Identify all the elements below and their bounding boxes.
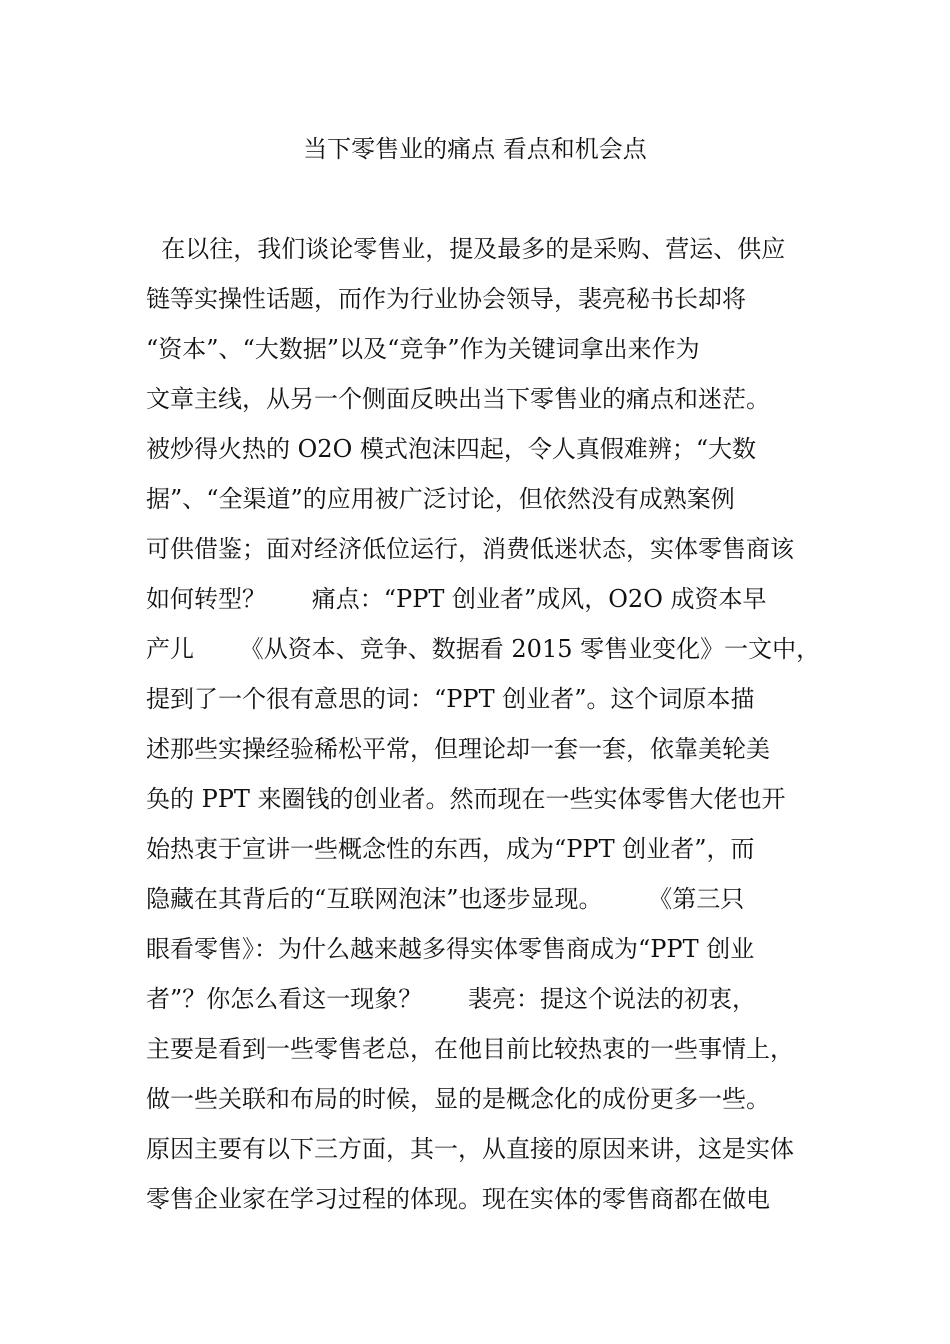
body-line: 如何转型？ 痛点：“PPT 创业者”成风，O2O 成资本早	[146, 585, 767, 613]
body-line: 可供借鉴；面对经济低位运行，消费低迷状态，实体零售商该	[146, 535, 794, 563]
body-line: 眼看零售》：为什么越来越多得实体零售商成为“PPT 创业	[146, 935, 755, 963]
document-body	[146, 224, 846, 1224]
body-line: 产儿 《从资本、竞争、数据看 2015 零售业变化》一文中，	[146, 635, 821, 663]
body-line: 述那些实操经验稀松平常，但理论却一套一套，依靠美轮美	[146, 735, 770, 763]
body-line: 者”？你怎么看这一现象？ 裴亮：提这个说法的初衷，	[146, 985, 757, 1013]
body-line: 零售企业家在学习过程的体现。现在实体的零售商都在做电	[146, 1185, 770, 1213]
body-line: 主要是看到一些零售老总，在他目前比较热衷的一些事情上，	[146, 1035, 794, 1063]
body-line: 奂的 PPT 来圈钱的创业者。然而现在一些实体零售大佬也开	[146, 785, 786, 813]
body-line: 在以往，我们谈论零售业，提及最多的是采购、营运、供应	[146, 235, 786, 263]
body-line: 被炒得火热的 O2O 模式泡沫四起，令人真假难辨；“大数	[146, 435, 757, 463]
body-line: 始热衷于宣讲一些概念性的东西，成为“PPT 创业者”，而	[146, 835, 755, 863]
document-title: 当下零售业的痛点 看点和机会点	[303, 135, 647, 163]
body-line: 做一些关联和布局的时候，显的是概念化的成份更多一些。	[146, 1085, 770, 1113]
body-line: 隐藏在其背后的“互联网泡沫”也逐步显现。 《第三只	[146, 885, 745, 913]
body-line: 链等实操性话题，而作为行业协会领导，裴亮秘书长却将	[146, 285, 746, 313]
body-line: 提到了一个很有意思的词：“PPT 创业者”。这个词原本描	[146, 685, 755, 713]
body-line: 文章主线，从另一个侧面反映出当下零售业的痛点和迷茫。	[146, 385, 770, 413]
body-line: “资本”、“大数据”以及“竞争”作为关键词拿出来作为	[146, 335, 700, 363]
body-line: 原因主要有以下三方面，其一，从直接的原因来讲，这是实体	[146, 1135, 794, 1163]
body-line: 据”、“全渠道”的应用被广泛讨论，但依然没有成熟案例	[146, 485, 735, 513]
